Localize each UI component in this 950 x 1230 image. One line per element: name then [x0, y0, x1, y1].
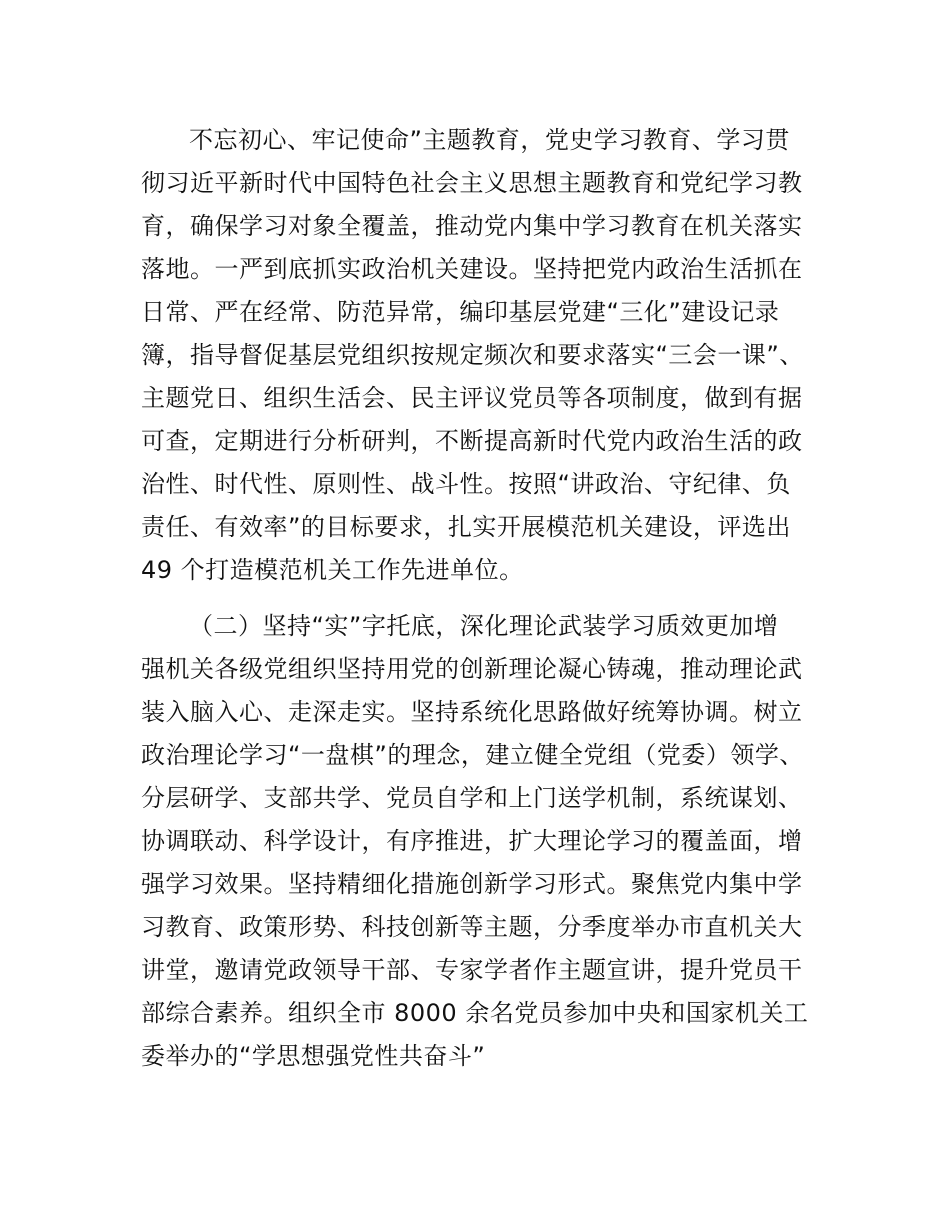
paragraph-line: 部综合素养。组织全市 8000 余名党员参加中央和国家机关工: [141, 999, 809, 1027]
paragraph-line: 日常、严在经常、防范异常，编印基层党建“三化”建设记录: [141, 298, 780, 326]
paragraph-line: 委举办的“学思想强党性共奋斗”: [141, 1042, 486, 1070]
paragraph-line: 强机关各级党组织坚持用党的创新理论凝心铸魂，推动理论武: [141, 655, 803, 683]
paragraph-line: 簿，指导督促基层党组织按规定频次和要求落实“三会一课”、: [141, 341, 804, 369]
paragraph-line: 装入脑入心、走深走实。坚持系统化思路做好统筹协调。树立: [141, 698, 803, 726]
paragraph-line: 育，确保学习对象全覆盖，推动党内集中学习教育在机关落实: [141, 212, 803, 240]
paragraph-line: 49 个打造模范机关工作先进单位。: [141, 556, 524, 584]
paragraph-1: [141, 119, 831, 592]
paragraph-line: 彻习近平新时代中国特色社会主义思想主题教育和党纪学习教: [141, 169, 803, 197]
paragraph-line: 政治理论学习“一盘棋”的理念，建立健全党组（党委）领学、: [141, 741, 804, 769]
paragraph-line: 落地。一严到底抓实政治机关建设。坚持把党内政治生活抓在: [141, 255, 803, 283]
paragraph-line: 可查，定期进行分析研判，不断提高新时代党内政治生活的政: [141, 427, 803, 455]
paragraph-line: 分层研学、支部共学、党员自学和上门送学机制，系统谋划、: [141, 784, 803, 812]
paragraph-line: 不忘初心、牢记使命”主题教育，党史学习教育、学习贯: [189, 126, 790, 154]
paragraph-line: 主题党日、组织生活会、民主评议党员等各项制度，做到有据: [141, 384, 803, 412]
paragraph-2: [141, 605, 831, 1078]
paragraph-line: 强学习效果。坚持精细化措施创新学习形式。聚焦党内集中学: [141, 870, 803, 898]
paragraph-line: 治性、时代性、原则性、战斗性。按照“讲政治、守纪律、负: [141, 470, 791, 498]
paragraph-line: 习教育、政策形势、科技创新等主题，分季度举办市直机关大: [141, 913, 803, 941]
paragraph-line: （二）坚持“实”字托底，深化理论武装学习质效更加增: [189, 612, 779, 640]
paragraph-line: 协调联动、科学设计，有序推进，扩大理论学习的覆盖面，增: [141, 827, 803, 855]
paragraph-line: 讲堂，邀请党政领导干部、专家学者作主题宣讲，提升党员干: [141, 956, 803, 984]
paragraph-line: 责任、有效率”的目标要求，扎实开展模范机关建设，评选出: [141, 513, 791, 541]
